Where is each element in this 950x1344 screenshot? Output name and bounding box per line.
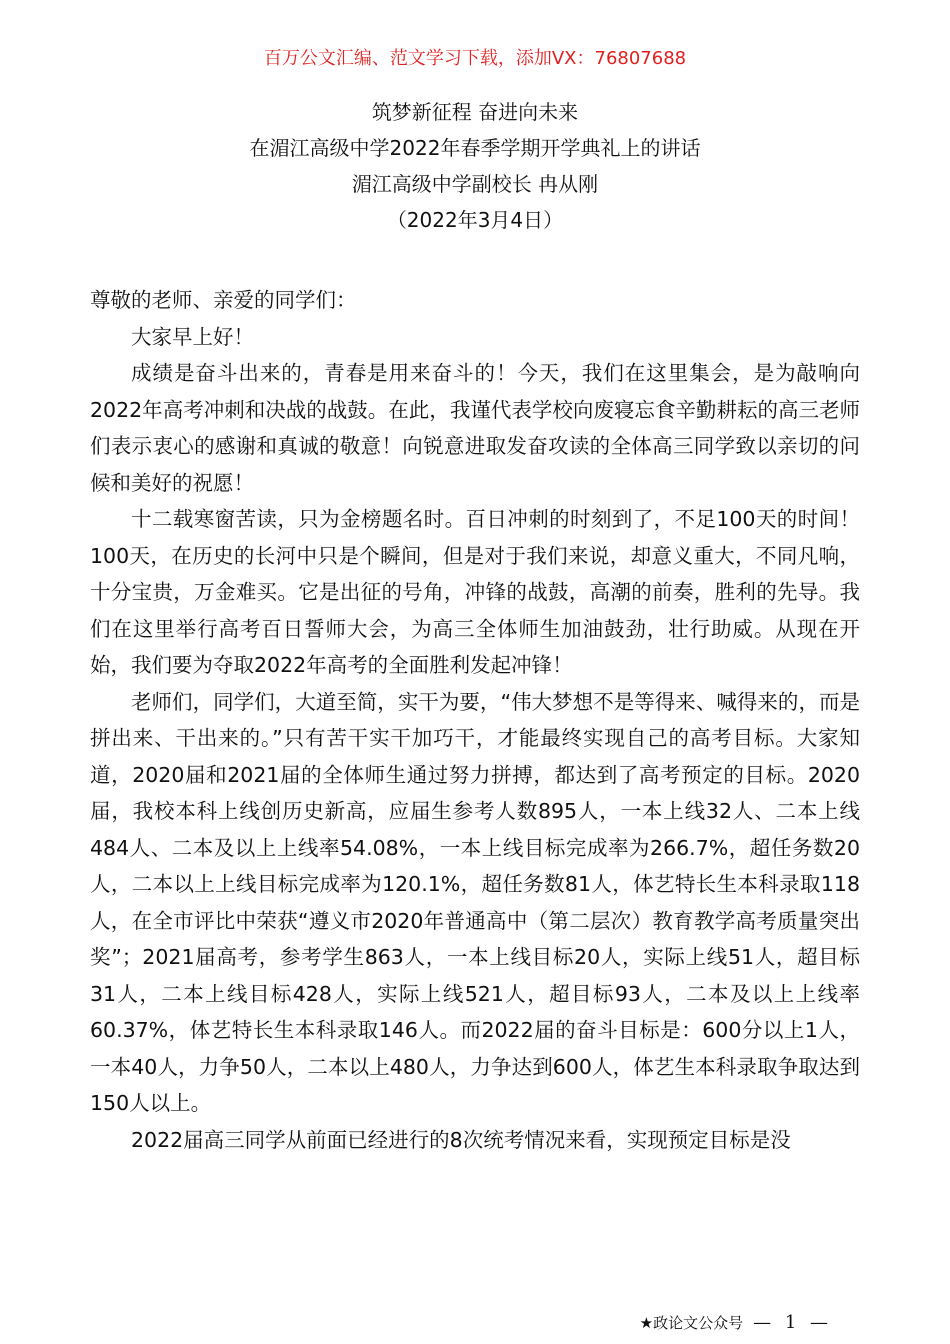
salutation: 尊敬的老师、亲爱的同学们： [90, 288, 357, 312]
paragraph: 2022届高三同学从前面已经进行的8次统考情况来看，实现预定目标是没 [131, 1127, 791, 1152]
speech-date: （2022年3月4日） [386, 208, 564, 232]
paragraph: 老师们，同学们，大道至简，实干为要，“伟大梦想不是等得来、喊得来的，而是拼出来、干出来的。”只有苦干实干加巧干，才能最终实现自己的高考目标。大家知道，2020届和2021届的全体师生通过努力拼搏，都达到了高考预定的目标。2020届，我校本科上线创历史新高，应届生参考人数895人，一本上线32人、二本上线484人、二本及以上上线率54.08%，一本上线目标完成率为266.7%，超任务数20人，二本以上上线目标完成率为120.1%，超任务数81人，体艺特长生本科录取118人，在全市评比中荣获“遵义市2020年普通高中（第二层次）教育教学高考质量突出奖”；2021届高考，参考学生863人，一本上线目标20人，实际上线51人，超目标31人，二本上线目标428人，实际上线521人，超目标93人，二本及以上上线率60.37%，体艺特长生本科录取146人。而2022届的奋斗目标是：600分以上1人，一本40人，力争50人，二本以上480人，力争达到600人，体艺生本科录取争取达到150人以上。 [90, 689, 860, 1115]
speech-subtitle: 在湄江高级中学2022年春季学期开学典礼上的讲话 [249, 136, 701, 160]
page-number: — 1 — [753, 1312, 832, 1333]
paragraph: 成绩是奋斗出来的，青春是用来奋斗的！今天，我们在这里集会，是为敲响向2022年高考冲刺和决战的战鼓。在此，我谨代表学校向废寝忘食辛勤耕耘的高三老师们表示衷心的感谢和真诚的敬意！向锐意进取发奋攻读的全体高三同学致以亲切的问候和美好的祝愿！ [90, 361, 860, 495]
watermark-banner: 百万公文汇编、范文学习下载，添加VX：76807688 [263, 48, 687, 69]
paragraph-greeting: 大家早上好！ [131, 324, 254, 349]
speaker-line: 湄江高级中学副校长 冉从刚 [351, 172, 599, 196]
page-footer [640, 1312, 832, 1334]
paragraph: 十二载寒窗苦读，只为金榜题名时。百日冲刺的时刻到了，不足100天的时间！100天，在历史的长河中只是个瞬间，但是对于我们来说，却意义重大，不同凡响，十分宝贵，万金难买。它是出征的号角，冲锋的战鼓，高潮的前奏，胜利的先导。我们在这里举行高考百日誓师大会，为高三全体师生加油鼓劲，壮行助威。从现在开始，我们要为夺取2022年高考的全面胜利发起冲锋！ [90, 507, 860, 677]
footer-source: ★政论文公众号 [639, 1314, 744, 1332]
speech-body [90, 282, 860, 1158]
speech-title: 筑梦新征程 奋进向未来 [371, 100, 579, 124]
